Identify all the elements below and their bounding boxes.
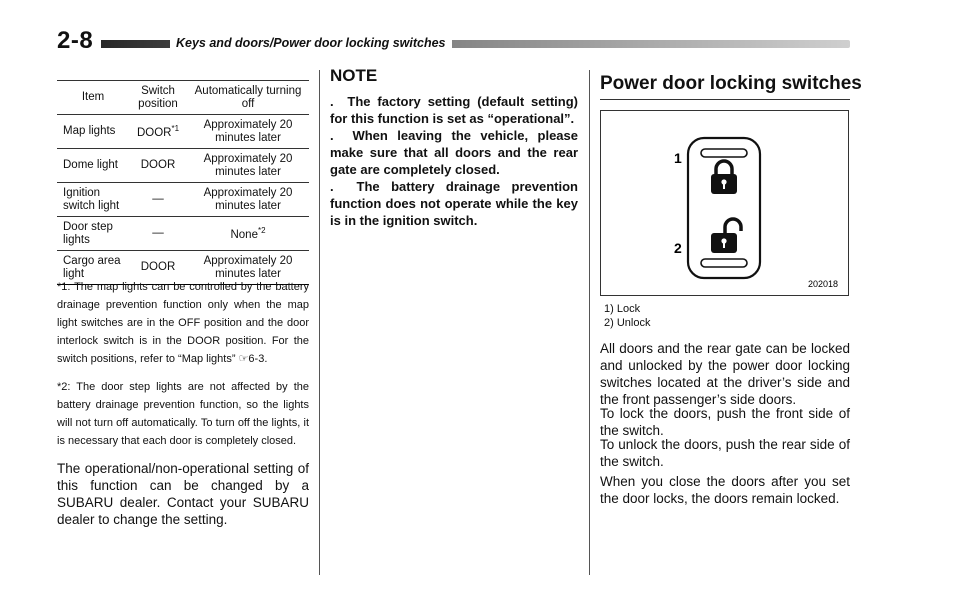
table-row bbox=[57, 217, 309, 251]
switch-illustration bbox=[601, 111, 848, 295]
section-title: Keys and doors/Power door locking switches bbox=[170, 35, 452, 51]
unlock-indicator-slot bbox=[701, 259, 747, 267]
table-row bbox=[57, 183, 309, 217]
item-cell: Door step lights bbox=[57, 217, 129, 251]
position-cell: DOOR bbox=[129, 251, 187, 285]
item-cell: Cargo area light bbox=[57, 251, 129, 285]
page-header bbox=[57, 27, 850, 54]
callout-2: 2 bbox=[674, 240, 682, 256]
lock-indicator-slot bbox=[701, 149, 747, 157]
auto-off-cell: Approximately 20 minutes later bbox=[187, 149, 309, 183]
footnote-ref: *2 bbox=[257, 226, 266, 236]
item-cell: Dome light bbox=[57, 149, 129, 183]
column-divider-right bbox=[589, 70, 590, 575]
note-item: . The factory setting (default setting) for this function is set as “operational”. bbox=[330, 94, 578, 126]
page-number: 2-8 bbox=[57, 28, 101, 54]
note-item: . When leaving the vehicle, please make sure that all doors and the rear gate are completely closed. bbox=[330, 128, 579, 177]
figure-id: 202018 bbox=[808, 279, 839, 289]
callout-1: 1 bbox=[674, 150, 682, 166]
auto-off-cell: Approximately 20 minutes later bbox=[187, 183, 309, 217]
auto-off-cell: None$^{*2}$ bbox=[187, 217, 309, 251]
paragraph-doors-remain-locked: When you close the doors after you set the door locks, the doors remain locked. bbox=[600, 474, 850, 506]
bullet: . bbox=[330, 94, 348, 109]
setting-paragraph: The operational/non-operational setting of this function can be changed by a SUBARU dealer. Contact your SUBARU dealer to change the setting. bbox=[57, 461, 309, 527]
caption-unlock: 2) Unlock bbox=[604, 317, 651, 329]
note-list bbox=[330, 93, 578, 229]
interior-lights-table bbox=[57, 80, 309, 285]
section-heading: Power door locking switches bbox=[600, 73, 862, 94]
switch-body bbox=[688, 138, 760, 278]
column-header-switch-position: Switch position bbox=[129, 81, 187, 115]
heading-rule bbox=[600, 99, 850, 100]
auto-off-cell: Approximately 20 minutes later bbox=[187, 115, 309, 149]
paragraph-unlock-instruction: To unlock the doors, push the rear side of the switch. bbox=[600, 437, 850, 469]
paragraph-lock-unlock: All doors and the rear gate can be locked and unlocked by the power door locking switches located at the driver’s side and the front passenger’s side doors. bbox=[600, 341, 850, 407]
table-row bbox=[57, 115, 309, 149]
column-header-item: Item bbox=[57, 81, 129, 115]
bullet: . bbox=[330, 179, 357, 194]
position-cell: DOOR bbox=[129, 149, 187, 183]
note-heading: NOTE bbox=[330, 66, 378, 85]
note-item: . The battery drainage prevention function does not operate while the key is in the ignition switch. bbox=[330, 179, 578, 228]
caption-lock: 1) Lock bbox=[604, 303, 641, 315]
paragraph-lock-instruction: To lock the doors, push the front side of the switch. bbox=[600, 406, 850, 438]
bullet: . bbox=[330, 128, 353, 143]
item-cell: Map lights bbox=[57, 115, 129, 149]
column-header-auto-off: Automatically turning off bbox=[187, 81, 309, 115]
footnote-2: *2: The door step lights are not affected by the battery drainage prevention function, so the lights will not turn off automatically. To turn off the lights, it is necessary that each door is completely closed. bbox=[57, 381, 309, 447]
switch-figure bbox=[600, 110, 849, 296]
position-cell: — bbox=[129, 183, 187, 217]
table-row bbox=[57, 149, 309, 183]
item-cell: Ignition switch light bbox=[57, 183, 129, 217]
position-cell: DOOR$^{*1}$ bbox=[129, 115, 187, 149]
footnote-ref: *1 bbox=[171, 124, 180, 134]
column-divider-left bbox=[319, 70, 320, 575]
footnote-1: *1: The map lights can be controlled by the battery drainage prevention function only when the map light switches are in the OFF position and the door interlock switch is in the DOOR position. For the switch positions, refer to “Map lights” ☞6-3. bbox=[57, 281, 309, 365]
auto-off-cell: Approximately 20 minutes later bbox=[187, 251, 309, 285]
position-cell: — bbox=[129, 217, 187, 251]
